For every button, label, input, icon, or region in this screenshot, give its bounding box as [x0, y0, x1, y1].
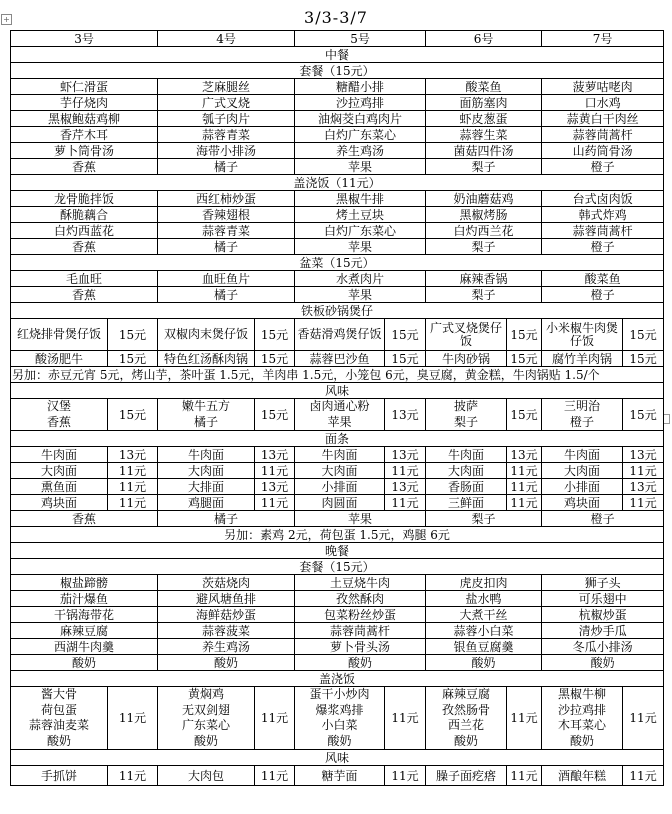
menu-item: 酸奶 — [295, 655, 426, 671]
menu-item: 苹果 — [295, 287, 426, 303]
fruit-item: 香蕉 — [11, 511, 158, 527]
claypot-item: 广式叉烧煲仔饭 — [426, 319, 507, 351]
table-row — [11, 687, 664, 750]
menu-item: 白灼广东菜心 — [295, 223, 426, 239]
menu-item: 酥脆藕合 — [11, 207, 158, 223]
menu-item: 油焖茭白鸡肉片 — [295, 111, 426, 127]
noodle-item: 大肉面 — [542, 463, 623, 479]
price-cell: 15元 — [507, 351, 542, 367]
menu-item: 盐水鸭 — [426, 591, 542, 607]
menu-item: 大煮干丝 — [426, 607, 542, 623]
menu-item: 白灼西蓝花 — [11, 223, 158, 239]
noodle-item: 鸡块面 — [542, 495, 623, 511]
table-row — [11, 750, 664, 766]
menu-item: 木耳菜心 — [558, 718, 607, 732]
menu-item: 黑椒牛排 — [295, 191, 426, 207]
table-row — [11, 31, 664, 47]
section-header: 套餐（15元） — [11, 559, 664, 575]
table-row — [11, 319, 664, 351]
page-title: 3/3-3/7 — [304, 8, 368, 27]
price-cell: 15元 — [623, 319, 664, 351]
menu-item: 菌菇四件汤 — [426, 143, 542, 159]
menu-item: 避风塘鱼排 — [158, 591, 295, 607]
table-row — [11, 671, 664, 687]
menu-item: 酸菜鱼 — [542, 271, 664, 287]
price-cell: 15元 — [385, 351, 426, 367]
menu-item: 水煮肉片 — [295, 271, 426, 287]
menu-item: 海带小排汤 — [158, 143, 295, 159]
menu-item: 橘子 — [158, 159, 295, 175]
menu-item: 臊子面疙瘩 — [426, 766, 507, 786]
menu-item: 可乐翅中 — [542, 591, 664, 607]
price-cell: 15元 — [255, 351, 295, 367]
menu-item: 麻辣香锅 — [426, 271, 542, 287]
stacked-items-cell — [426, 399, 507, 431]
price-cell: 13元 — [385, 479, 426, 495]
price-cell: 15元 — [507, 399, 542, 431]
price-cell: 11元 — [385, 463, 426, 479]
menu-item: 蛋干小炒肉 — [309, 687, 370, 701]
price-cell: 13元 — [385, 447, 426, 463]
price-cell: 11元 — [507, 766, 542, 786]
day-header: 4号 — [158, 31, 295, 47]
table-row — [11, 431, 664, 447]
claypot-item: 牛肉砂锅 — [426, 351, 507, 367]
menu-item: 萝卜骨头汤 — [295, 639, 426, 655]
menu-item: 蒜蓉茼蒿杆 — [295, 623, 426, 639]
price-cell: 15元 — [507, 319, 542, 351]
claypot-item: 双椒肉末煲仔饭 — [158, 319, 255, 351]
fruit-item: 苹果 — [295, 511, 426, 527]
menu-item: 橘子 — [158, 239, 295, 255]
meal-header-dinner: 晚餐 — [11, 543, 664, 559]
menu-item: 口水鸡 — [542, 95, 664, 111]
menu-item: 糖芋面 — [295, 766, 385, 786]
price-cell: 11元 — [623, 495, 664, 511]
menu-item: 毛血旺 — [11, 271, 158, 287]
menu-item: 白灼广东菜心 — [295, 127, 426, 143]
section-header: 面条 — [11, 431, 664, 447]
stacked-items-cell — [11, 399, 108, 431]
price-cell: 15元 — [623, 351, 664, 367]
menu-item: 梨子 — [426, 287, 542, 303]
fruit-item: 橘子 — [158, 511, 295, 527]
table-row — [11, 47, 664, 63]
menu-item: 黄焖鸡 — [188, 687, 225, 701]
noodle-item: 小排面 — [542, 479, 623, 495]
menu-item: 梨子 — [426, 159, 542, 175]
claypot-item: 香菇滑鸡煲仔饭 — [295, 319, 385, 351]
price-cell: 13元 — [507, 447, 542, 463]
menu-item: 银鱼豆腐羹 — [426, 639, 542, 655]
price-cell: 11元 — [385, 766, 426, 786]
menu-item: 烤土豆块 — [295, 207, 426, 223]
menu-item: 酸奶 — [426, 655, 542, 671]
price-cell: 11元 — [108, 766, 158, 786]
table-row — [11, 367, 664, 383]
claypot-item: 特色红汤酥肉锅 — [158, 351, 255, 367]
price-cell: 15元 — [623, 399, 664, 431]
table-row — [11, 766, 664, 786]
stacked-items-cell — [542, 399, 623, 431]
claypot-item: 腐竹羊肉锅 — [542, 351, 623, 367]
price-cell: 15元 — [255, 319, 295, 351]
table-row — [11, 239, 664, 255]
price-cell: 15元 — [385, 319, 426, 351]
menu-item: 包菜粉丝炒蛋 — [295, 607, 426, 623]
menu-item: 蒜蓉茼蒿杆 — [542, 223, 664, 239]
menu-item: 三明治 — [564, 399, 601, 413]
menu-item: 干锅海带花 — [11, 607, 158, 623]
menu-item: 蒜蓉茼蒿杆 — [542, 127, 664, 143]
menu-item: 韩式炸鸡 — [542, 207, 664, 223]
menu-item: 蒜黄白干肉丝 — [542, 111, 664, 127]
meal-header-lunch: 中餐 — [11, 47, 664, 63]
menu-item: 苹果 — [295, 239, 426, 255]
menu-item: 虾仁滑蛋 — [11, 79, 158, 95]
menu-item: 酸奶 — [327, 733, 352, 748]
noodle-item: 鸡块面 — [11, 495, 108, 511]
menu-item: 香蕉 — [11, 239, 158, 255]
section-header: 套餐（15元） — [11, 63, 664, 79]
stacked-items-cell — [426, 687, 507, 750]
price-cell: 13元 — [623, 479, 664, 495]
table-row — [11, 143, 664, 159]
table-row — [11, 175, 664, 191]
table-row — [11, 207, 664, 223]
menu-item: 黑椒烤肠 — [426, 207, 542, 223]
stacked-items-cell — [11, 687, 108, 750]
menu-item: 广东菜心 — [182, 718, 231, 732]
menu-item: 酸奶 — [11, 655, 158, 671]
table-row — [11, 95, 664, 111]
noodle-item: 牛肉面 — [542, 447, 623, 463]
table-row — [11, 303, 664, 319]
claypot-item: 小米椒牛肉煲仔饭 — [542, 319, 623, 351]
stacked-items-cell — [158, 399, 255, 431]
menu-item: 酸奶 — [194, 733, 219, 748]
menu-item: 蒜蓉油麦菜 — [28, 718, 89, 732]
stacked-items-cell — [295, 687, 385, 750]
menu-item: 荷包蛋 — [40, 702, 77, 717]
menu-item: 山药筒骨汤 — [542, 143, 664, 159]
menu-item: 冬瓜小排汤 — [542, 639, 664, 655]
menu-item: 香辣翅根 — [158, 207, 295, 223]
section-header: 风味 — [11, 750, 664, 766]
menu-item: 血旺鱼片 — [158, 271, 295, 287]
table-row — [11, 63, 664, 79]
menu-item: 小白菜 — [321, 718, 358, 732]
fruit-item: 橙子 — [542, 511, 664, 527]
noodle-item: 三鲜面 — [426, 495, 507, 511]
menu-item: 茄汁爆鱼 — [11, 591, 158, 607]
menu-item: 蒜蓉青菜 — [158, 127, 295, 143]
noodle-item: 大肉面 — [158, 463, 255, 479]
menu-item: 萝卜筒骨汤 — [11, 143, 158, 159]
table-row — [11, 623, 664, 639]
menu-item: 麻辣豆腐 — [11, 623, 158, 639]
table-row — [11, 607, 664, 623]
menu-item: 嫩牛五方 — [182, 399, 231, 413]
table-row — [11, 223, 664, 239]
menu-item: 西兰花 — [448, 718, 485, 732]
table-row — [11, 271, 664, 287]
menu-item: 卤肉通心粉 — [309, 399, 370, 413]
menu-item: 西红柿炒蛋 — [158, 191, 295, 207]
menu-item: 西湖牛肉羹 — [11, 639, 158, 655]
menu-item: 酸奶 — [46, 733, 71, 748]
table-row — [11, 479, 664, 495]
claypot-item: 酸汤肥牛 — [11, 351, 108, 367]
table-row — [11, 383, 664, 399]
table-row — [11, 255, 664, 271]
menu-item: 梨子 — [454, 414, 479, 429]
price-cell: 15元 — [255, 399, 295, 431]
table-row — [11, 351, 664, 367]
menu-item: 香芹木耳 — [11, 127, 158, 143]
menu-item: 养生鸡汤 — [295, 143, 426, 159]
menu-item: 海鲜菇炒蛋 — [158, 607, 295, 623]
price-cell: 11元 — [385, 687, 426, 750]
table-row — [11, 655, 664, 671]
table-row — [11, 159, 664, 175]
price-cell: 15元 — [108, 351, 158, 367]
extras-note: 另加：素鸡 2元，荷包蛋 1.5元，鸡腿 6元 — [11, 527, 664, 543]
menu-item: 瓠子肉片 — [158, 111, 295, 127]
weekly-menu-table — [10, 30, 664, 786]
section-header: 铁板砂锅煲仔 — [11, 303, 664, 319]
price-cell: 11元 — [507, 463, 542, 479]
price-cell: 11元 — [108, 463, 158, 479]
menu-item: 橙子 — [542, 287, 664, 303]
menu-item: 茨菇烧肉 — [158, 575, 295, 591]
menu-item: 酒酿年糕 — [542, 766, 623, 786]
menu-item: 麻辣豆腐 — [442, 687, 491, 701]
price-cell: 13元 — [255, 479, 295, 495]
menu-item: 白灼西兰花 — [426, 223, 542, 239]
menu-item: 芝麻腿丝 — [158, 79, 295, 95]
day-header: 7号 — [542, 31, 664, 47]
menu-item: 汉堡 — [46, 399, 71, 413]
menu-item: 菠萝咕咾肉 — [542, 79, 664, 95]
noodle-item: 大肉面 — [426, 463, 507, 479]
menu-item: 苹果 — [327, 414, 352, 429]
price-cell: 13元 — [623, 447, 664, 463]
menu-item: 蒜蓉小白菜 — [426, 623, 542, 639]
menu-item: 虾皮葱蛋 — [426, 111, 542, 127]
menu-item: 糖醋小排 — [295, 79, 426, 95]
menu-item: 无双剑翅 — [182, 702, 231, 717]
menu-item: 香蕉 — [46, 414, 71, 429]
menu-item: 黑椒牛柳 — [558, 687, 607, 701]
table-row — [11, 591, 664, 607]
section-header: 盖浇饭（11元） — [11, 175, 664, 191]
claypot-item: 蒜蓉巴沙鱼 — [295, 351, 385, 367]
table-row — [11, 511, 664, 527]
menu-item: 芋仔烧肉 — [11, 95, 158, 111]
menu-item: 龙骨脆拌饭 — [11, 191, 158, 207]
menu-item: 孜然肠骨 — [442, 702, 491, 717]
menu-item: 苹果 — [295, 159, 426, 175]
noodle-item: 大肉面 — [295, 463, 385, 479]
section-header: 盆菜（15元） — [11, 255, 664, 271]
table-row — [11, 287, 664, 303]
table-row — [11, 527, 664, 543]
noodle-item: 肉圆面 — [295, 495, 385, 511]
noodle-item: 香肠面 — [426, 479, 507, 495]
table-row — [11, 79, 664, 95]
menu-item: 手抓饼 — [11, 766, 108, 786]
price-cell: 11元 — [108, 495, 158, 511]
price-cell: 13元 — [108, 447, 158, 463]
price-cell: 11元 — [623, 766, 664, 786]
menu-item: 清炒手瓜 — [542, 623, 664, 639]
price-cell: 11元 — [623, 463, 664, 479]
noodle-item: 牛肉面 — [11, 447, 108, 463]
menu-item: 奶油蘑菇鸡 — [426, 191, 542, 207]
price-cell: 11元 — [108, 687, 158, 750]
day-header: 3号 — [11, 31, 158, 47]
noodle-item: 大肉面 — [11, 463, 108, 479]
table-row — [11, 559, 664, 575]
table-row — [11, 191, 664, 207]
menu-item: 蒜蓉菠菜 — [158, 623, 295, 639]
menu-item: 狮子头 — [542, 575, 664, 591]
table-row — [11, 111, 664, 127]
price-cell: 13元 — [385, 399, 426, 431]
price-cell: 11元 — [255, 766, 295, 786]
table-row — [11, 399, 664, 431]
price-cell: 11元 — [507, 495, 542, 511]
menu-item: 广式叉烧 — [158, 95, 295, 111]
claypot-item: 红烧排骨煲仔饭 — [11, 319, 108, 351]
menu-item: 橘子 — [158, 287, 295, 303]
menu-item: 养生鸡汤 — [158, 639, 295, 655]
stacked-items-cell — [542, 687, 623, 750]
price-cell: 11元 — [507, 687, 542, 750]
noodle-item: 小排面 — [295, 479, 385, 495]
menu-item: 孜然酥肉 — [295, 591, 426, 607]
menu-item: 酸奶 — [570, 733, 595, 748]
price-cell: 15元 — [108, 399, 158, 431]
price-cell: 11元 — [108, 479, 158, 495]
table-row — [11, 495, 664, 511]
menu-item: 香蕉 — [11, 159, 158, 175]
noodle-item: 牛肉面 — [426, 447, 507, 463]
table-row — [11, 447, 664, 463]
noodle-item: 熏鱼面 — [11, 479, 108, 495]
day-header: 5号 — [295, 31, 426, 47]
menu-item: 酱大骨 — [40, 687, 77, 701]
price-cell: 11元 — [255, 687, 295, 750]
menu-item: 酸奶 — [454, 733, 479, 748]
price-cell: 11元 — [255, 463, 295, 479]
menu-item: 酸奶 — [158, 655, 295, 671]
noodle-item: 牛肉面 — [295, 447, 385, 463]
table-row — [11, 543, 664, 559]
noodle-item: 大排面 — [158, 479, 255, 495]
price-cell: 11元 — [255, 495, 295, 511]
menu-item: 黑椒鲍菇鸡柳 — [11, 111, 158, 127]
table-row — [11, 127, 664, 143]
menu-item: 酸奶 — [542, 655, 664, 671]
menu-item: 沙拉鸡排 — [558, 702, 607, 717]
menu-item: 香蕉 — [11, 287, 158, 303]
menu-item: 橘子 — [194, 414, 219, 429]
price-cell: 15元 — [108, 319, 158, 351]
menu-item: 大肉包 — [158, 766, 255, 786]
menu-item: 披萨 — [454, 399, 479, 413]
menu-item: 蒜蓉生菜 — [426, 127, 542, 143]
table-row — [11, 575, 664, 591]
extras-note: 另加：赤豆元宵 5元，烤山芋，茶叶蛋 1.5元，羊肉串 1.5元，小笼包 6元，臭豆腐，黄金糕，牛肉锅贴 1.5/个 — [11, 367, 664, 383]
day-header: 6号 — [426, 31, 542, 47]
menu-item: 沙拉鸡排 — [295, 95, 426, 111]
stacked-items-cell — [295, 399, 385, 431]
menu-item: 蒜蓉青菜 — [158, 223, 295, 239]
menu-item: 椒盐蹄髈 — [11, 575, 158, 591]
menu-item: 梨子 — [426, 239, 542, 255]
table-row — [11, 639, 664, 655]
price-cell: 13元 — [255, 447, 295, 463]
menu-item: 酸菜鱼 — [426, 79, 542, 95]
section-header: 盖浇饭 — [11, 671, 664, 687]
menu-item: 橙子 — [542, 159, 664, 175]
menu-item: 橙子 — [570, 414, 595, 429]
table-move-handle-icon[interactable]: + — [1, 14, 12, 25]
stacked-items-cell — [158, 687, 255, 750]
fruit-item: 梨子 — [426, 511, 542, 527]
menu-item: 杭椒炒蛋 — [542, 607, 664, 623]
price-cell: 11元 — [623, 687, 664, 750]
menu-item: 虎皮扣肉 — [426, 575, 542, 591]
section-header: 风味 — [11, 383, 664, 399]
menu-item: 橙子 — [542, 239, 664, 255]
menu-item: 台式卤肉饭 — [542, 191, 664, 207]
menu-item: 爆浆鸡排 — [315, 702, 364, 717]
table-row — [11, 463, 664, 479]
noodle-item: 牛肉面 — [158, 447, 255, 463]
menu-item: 土豆烧牛肉 — [295, 575, 426, 591]
noodle-item: 鸡腿面 — [158, 495, 255, 511]
price-cell: 11元 — [507, 479, 542, 495]
price-cell: 11元 — [385, 495, 426, 511]
menu-item: 面筋塞肉 — [426, 95, 542, 111]
